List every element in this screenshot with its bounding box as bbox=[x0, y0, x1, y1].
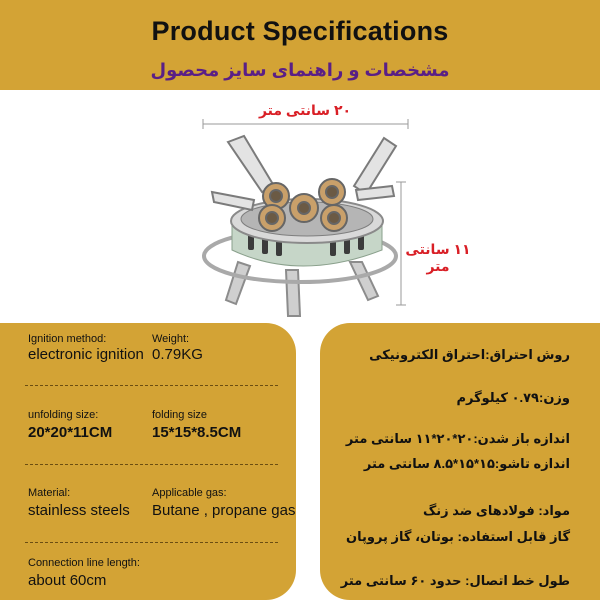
page-subtitle: مشخصات و راهنمای سایز محصول bbox=[150, 60, 450, 80]
divider bbox=[25, 385, 278, 386]
persian-spec-folding: اندازه تاشو:۱۵*۱۵*۸.۵ سانتی متر bbox=[363, 456, 570, 471]
persian-spec-gas: گاز قابل استفاده: بوتان، گاز پروپان bbox=[346, 529, 570, 544]
persian-spec-material: مواد: فولادهای ضد زنگ bbox=[422, 503, 570, 518]
material-label: Material: bbox=[28, 487, 71, 499]
persian-spec-weight: وزن:۰.۷۹ کیلوگرم bbox=[456, 390, 570, 405]
weight-value: 0.79KG bbox=[152, 346, 203, 363]
ignition-value: electronic ignition bbox=[28, 346, 144, 363]
ignition-label: Ignition method: bbox=[28, 333, 107, 345]
page-title: Product Specifications bbox=[151, 16, 449, 46]
persian-spec-unfolding: اندازه باز شدن:۲۰*۲۰*۱۱ سانتی متر bbox=[345, 431, 570, 446]
persian-spec-connection: طول خط اتصال: حدود ۶۰ سانتی متر bbox=[340, 573, 570, 588]
specs-panel-persian bbox=[320, 323, 600, 600]
divider bbox=[25, 464, 278, 465]
material-value: stainless steels bbox=[28, 502, 130, 519]
weight-label: Weight: bbox=[152, 333, 190, 345]
height-dimension-label: ۱۱ سانتی متر bbox=[405, 241, 471, 274]
applicable-gas-label: Applicable gas: bbox=[152, 487, 227, 499]
unfolding-size-value: 20*20*11CM bbox=[28, 424, 113, 441]
folding-size-value: 15*15*8.5CM bbox=[152, 424, 242, 441]
connection-length-label: Connection line length: bbox=[28, 557, 140, 569]
specs-panel-english bbox=[0, 323, 296, 600]
persian-spec-ignition: روش احتراق:احتراق الکترونیکی bbox=[369, 347, 570, 362]
applicable-gas-value: Butane , propane gas bbox=[152, 502, 296, 519]
divider bbox=[25, 542, 278, 543]
stove-legs bbox=[226, 262, 378, 316]
connection-length-value: about 60cm bbox=[28, 572, 107, 589]
width-dimension-label: ۲۰ سانتی متر bbox=[258, 102, 352, 118]
folding-size-label: folding size bbox=[152, 409, 208, 421]
unfolding-size-label: unfolding size: bbox=[28, 409, 99, 421]
